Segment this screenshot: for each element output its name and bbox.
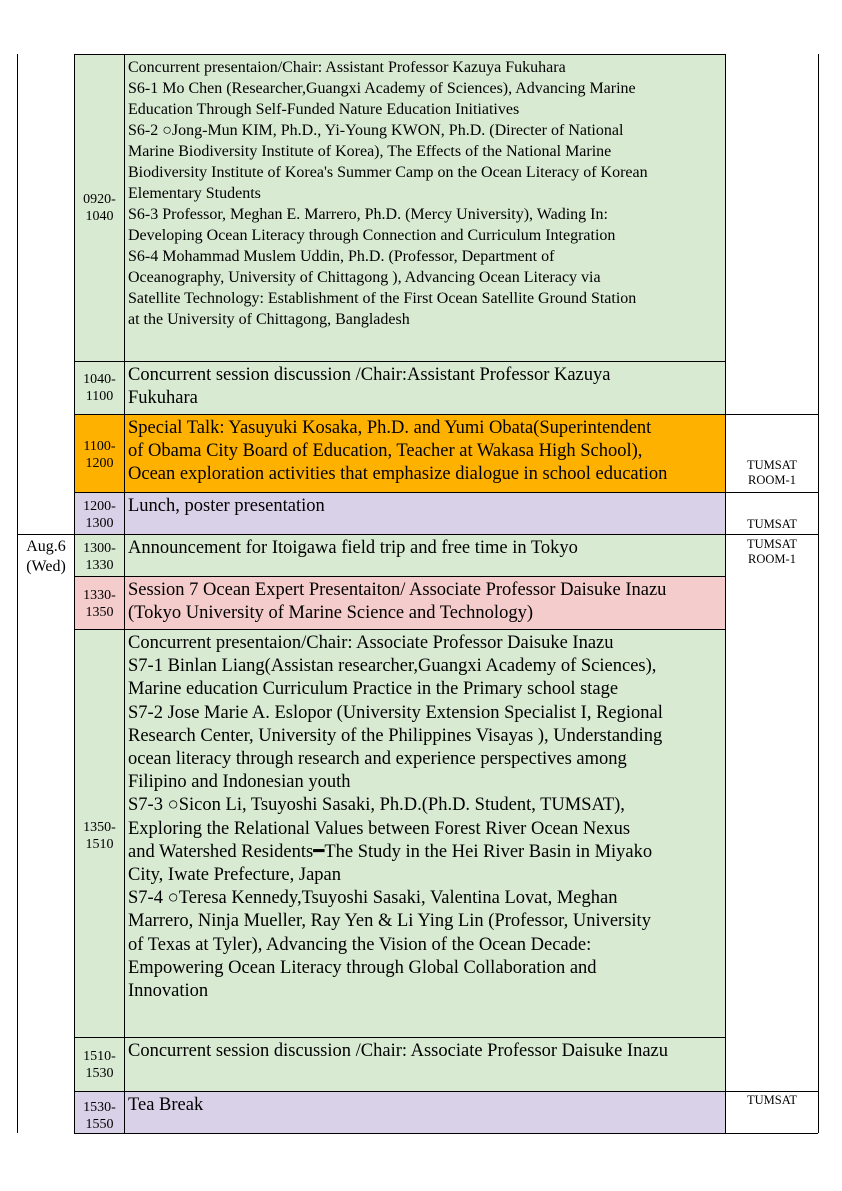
lunch-poster: Lunch, poster presentation — [128, 496, 325, 516]
date-cell — [18, 537, 74, 577]
grid-line — [74, 1133, 818, 1134]
room-label: TUMSAT — [746, 1093, 797, 1107]
time-slot: 1040- 1100 — [83, 372, 116, 404]
announcement: Announcement for Itoigawa field trip and free time in Tokyo — [128, 538, 578, 558]
session-7-discussion: Concurrent session discussion /Chair: Associate Professor Daisuke Inazu — [128, 1041, 669, 1061]
session-6-discussion: Concurrent session discussion /Chair:Assistant Professor Kazuya Fukuhara — [128, 365, 611, 409]
time-slot: 1350- 1510 — [83, 820, 116, 852]
table-border-right — [818, 54, 819, 1133]
time-slot: 1330- 1350 — [83, 588, 116, 620]
table-border-left — [17, 54, 18, 1133]
session-6-presentations: Concurrent presentaion/Chair: Assistant Professor Kazuya Fukuhara S6-1 Mo Chen (Researcher,Guangxi Academy of Sciences), Advancing Marine Education Through Self-Funded Nature Education Initiatives S6-2 ○Jong-Mun KIM, Ph.D., Yi-Young KWON, Ph.D. (Directer of National Marine Biodiversity Institute of Korea), The Effects of the National Marine Biodiversity Institute of Korea's Summer Camp on the Ocean Literacy of Korean Elementary Students S6-3 Professor, Meghan E. Marrero, Ph.D. (Mercy University), Wading In: Developing Ocean Literacy through Connection and Curriculum Integration S6-4 Mohammad Muslem Uddin, Ph.D. (Professor, Department of Oceanography, University of Chittagong ), Advancing Ocean Literacy via Satellite Technology: Establishment of the First Ocean Satellite Ground Station at the University of Chittagong, Bangladesh — [128, 59, 648, 328]
date-day: Aug.6 — [26, 538, 66, 555]
session-7-presentations: Concurrent presentaion/Chair: Associate Professor Daisuke Inazu S7-1 Binlan Liang(Assistan researcher,Guangxi Academy of Sciences), Marine education Curriculum Practice in the Primary school stage S7-2 Jose Marie A. Eslopor (University Extension Specialist I, Regional Research Center, University of the Philippines Visayas ), Understanding ocean literacy through research and experience perspectives among Filipino and Indonesian youth S7-3 ○Sicon Li, Tsuyoshi Sasaki, Ph.D.(Ph.D. Student, TUMSAT), Exploring the Relational Values between Forest River Ocean Nexus and Watershed Residents━The Study in the Hei River Basin in Miyako City, Iwate Prefecture, Japan S7-4 ○Teresa Kennedy,Tsuyoshi Sasaki, Valentina Lovat, Meghan Marrero, Ninja Mueller, Ray Yen & Li Ying Lin (Professor, University of Texas at Tyler), Advancing the Vision of the Ocean Decade: Empowering Ocean Literacy through Global Collaboration and Innovation — [128, 633, 663, 1002]
time-slot: 1100- 1200 — [83, 439, 116, 471]
grid-line — [725, 54, 726, 1133]
time-slot: 1530- 1550 — [83, 1100, 116, 1132]
room-label: TUMSAT ROOM-1 — [746, 537, 797, 566]
time-slot: 1510- 1530 — [83, 1049, 116, 1081]
time-slot: 1300- 1330 — [83, 541, 116, 573]
time-slot: 0920- 1040 — [83, 192, 116, 224]
room-label: TUMSAT ROOM-1 — [746, 458, 797, 487]
tea-break: Tea Break — [128, 1095, 204, 1115]
session-7-expert: Session 7 Ocean Expert Presentaiton/ Associate Professor Daisuke Inazu (Tokyo University of Marine Science and Technology) — [128, 580, 667, 624]
room-label: TUMSAT — [746, 517, 797, 531]
special-talk: Special Talk: Yasuyuki Kosaka, Ph.D. and Yumi Obata(Superintendent of Obama City Board of Education, Teacher at Wakasa High School), Ocean exploration activities that emphasize dialogue in school education — [128, 418, 668, 485]
time-slot: 1200- 1300 — [83, 499, 116, 531]
date-weekday: (Wed) — [26, 558, 66, 575]
